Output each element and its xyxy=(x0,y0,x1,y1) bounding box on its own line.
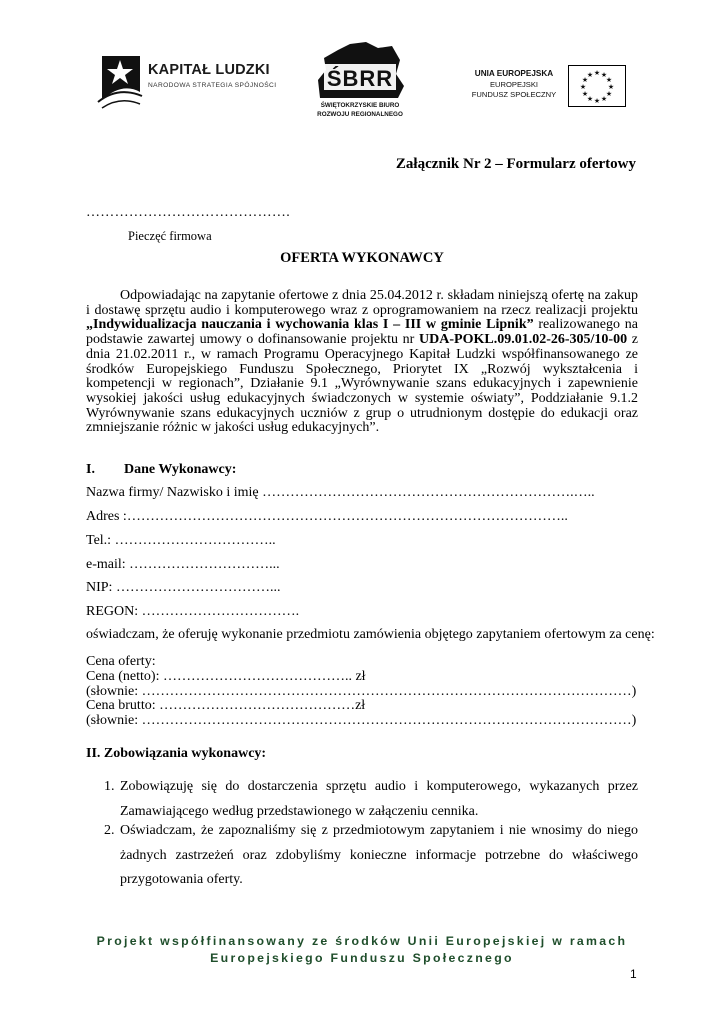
section2-title: II. Zobowiązania wykonawcy: xyxy=(86,746,267,761)
eu-logo xyxy=(452,55,626,119)
svg-text:★: ★ xyxy=(581,76,589,84)
svg-text:ŚBRR: ŚBRR xyxy=(326,66,394,91)
email-field[interactable]: e-mail: …………………………... xyxy=(86,557,280,572)
eu-flag-icon xyxy=(568,65,626,107)
svg-text:★: ★ xyxy=(579,83,587,91)
intro-part2: realizowanego na podstawie zawartej umowy o dofinansowanie projektu nr xyxy=(86,317,638,348)
phone-field[interactable]: Tel.: …………………………….. xyxy=(86,533,276,548)
eu-line1: UNIA EUROPEJSKA xyxy=(474,69,554,78)
footer xyxy=(0,933,724,967)
address-field[interactable]: Adres :………………………………………………………………………………….. xyxy=(86,509,568,524)
footer-line2: Europejskiego Funduszu Społecznego xyxy=(210,951,514,965)
list-item xyxy=(86,819,638,893)
price-declaration: oświadczam, że oferuję wykonanie przedmiotu zamówienia objętego zapytaniem ofertowym za cenę: xyxy=(86,627,655,642)
list-item-number: 1. xyxy=(104,779,115,794)
svg-text:★: ★ xyxy=(593,97,601,105)
company-stamp-label: Pieczęć firmowa xyxy=(128,229,212,243)
list-item-text: Zobowiązuję się do dostarczenia sprzętu audio i komputerowego, wykazanych przez Zamawiającego według przedstawionego w załączeniu cennika. xyxy=(120,779,638,819)
price-heading: Cena oferty: xyxy=(86,654,156,669)
section1-number: I. xyxy=(86,462,95,477)
svg-text:★: ★ xyxy=(605,76,613,84)
net-price-words-field[interactable]: (słownie: ……………………………………………………………………………………………) xyxy=(86,683,637,699)
svg-text:★: ★ xyxy=(600,95,608,103)
svg-text:★: ★ xyxy=(607,83,615,91)
page-title: OFERTA WYKONAWCY xyxy=(280,250,444,266)
list-item xyxy=(86,775,638,824)
intro-part1: Odpowiadając na zapytanie ofertowe z dnia 25.04.2012 r. składam niniejszą ofertę na zakup i dostawę sprzętu audio i komputerowego wraz z oprogramowaniem na rzecz realizacji projektu xyxy=(86,288,638,318)
eu-text xyxy=(456,69,572,101)
footer-line1: Projekt współfinansowany ze środków Unii Europejskiej w ramach xyxy=(96,934,628,948)
sbrr-emblem-icon xyxy=(308,40,412,100)
eu-line3: FUNDUSZ SPOŁECZNY xyxy=(471,90,557,99)
svg-text:★: ★ xyxy=(600,71,608,79)
svg-text:★: ★ xyxy=(581,90,589,98)
nip-field[interactable]: NIP: ……………………………... xyxy=(86,580,281,595)
page-number: 1 xyxy=(630,967,637,981)
regon-field[interactable]: REGON: ……………………………. xyxy=(86,604,300,619)
section1-title: Dane Wykonawcy: xyxy=(124,462,237,477)
company-name-field[interactable]: Nazwa firmy/ Nazwisko i imię ………………………………………………………….….. xyxy=(86,485,595,500)
svg-text:★: ★ xyxy=(605,90,613,98)
gross-price-words-field[interactable]: (słownie: ……………………………………………………………………………………………) xyxy=(86,713,637,729)
svg-text:★: ★ xyxy=(586,95,594,103)
net-price-field[interactable]: Cena (netto): ………………………………….. zł xyxy=(86,668,366,684)
kapital-ludzki-subtitle: NARODOWA STRATEGIA SPÓJNOŚCI xyxy=(148,82,277,89)
kapital-ludzki-emblem-icon xyxy=(96,52,144,110)
sbrr-logo xyxy=(308,40,412,124)
project-name: „Indywidualizacja nauczania i wychowania klas I – III w gminie Lipnik” xyxy=(86,317,534,333)
svg-text:★: ★ xyxy=(586,71,594,79)
intro-part3: z dnia 21.02.2011 r., w ramach Programu Operacyjnego Kapitał Ludzki współfinansowanego ze środków Europejskiego Funduszu Społecznego, Priorytet IX „Rozwój wykształcenia i kompetencji w regionach”, Działanie 9.1 „Wyrównywanie szans edukacyjnych i zapewnienie wysokiej jakości usług edukacyjnych świadczonych w systemie oświaty”, Poddziałanie 9.1.2 Wyrównywanie szans edukacyjnych uczniów z grup o utrudnionym dostępie do edukacji oraz zmniejszanie różnic w jakości usług edukacyjnych”. xyxy=(86,332,638,436)
sbrr-line2: ROZWOJU REGIONALNEGO xyxy=(317,111,403,118)
list-item-number: 2. xyxy=(104,823,115,838)
kapital-ludzki-title: KAPITAŁ LUDZKI xyxy=(148,62,270,78)
price-block xyxy=(86,655,636,729)
kapital-ludzki-logo xyxy=(96,50,286,112)
contract-number: UDA-POKL.09.01.02-26-305/10-00 xyxy=(419,332,628,348)
company-stamp-dots: ……………………………………. xyxy=(86,205,290,220)
gross-price-field[interactable]: Cena brutto: ……………………………………zł xyxy=(86,698,366,714)
eu-line2: EUROPEJSKI xyxy=(489,79,539,89)
list-item-text: Oświadczam, że zapoznaliśmy się z przedmiotowym zapytaniem i nie wnosimy do niego żadnych zastrzeżeń oraz zdobyliśmy konieczne informacje potrzebne do właściwego przygotowania oferty. xyxy=(120,823,638,887)
section1-heading xyxy=(86,462,236,478)
sbrr-line1: ŚWIĘTOKRZYSKIE BIURO xyxy=(320,102,400,109)
intro-paragraph xyxy=(86,289,638,436)
annex-title: Załącznik Nr 2 – Formularz ofertowy xyxy=(395,156,636,172)
svg-text:★: ★ xyxy=(593,69,601,77)
